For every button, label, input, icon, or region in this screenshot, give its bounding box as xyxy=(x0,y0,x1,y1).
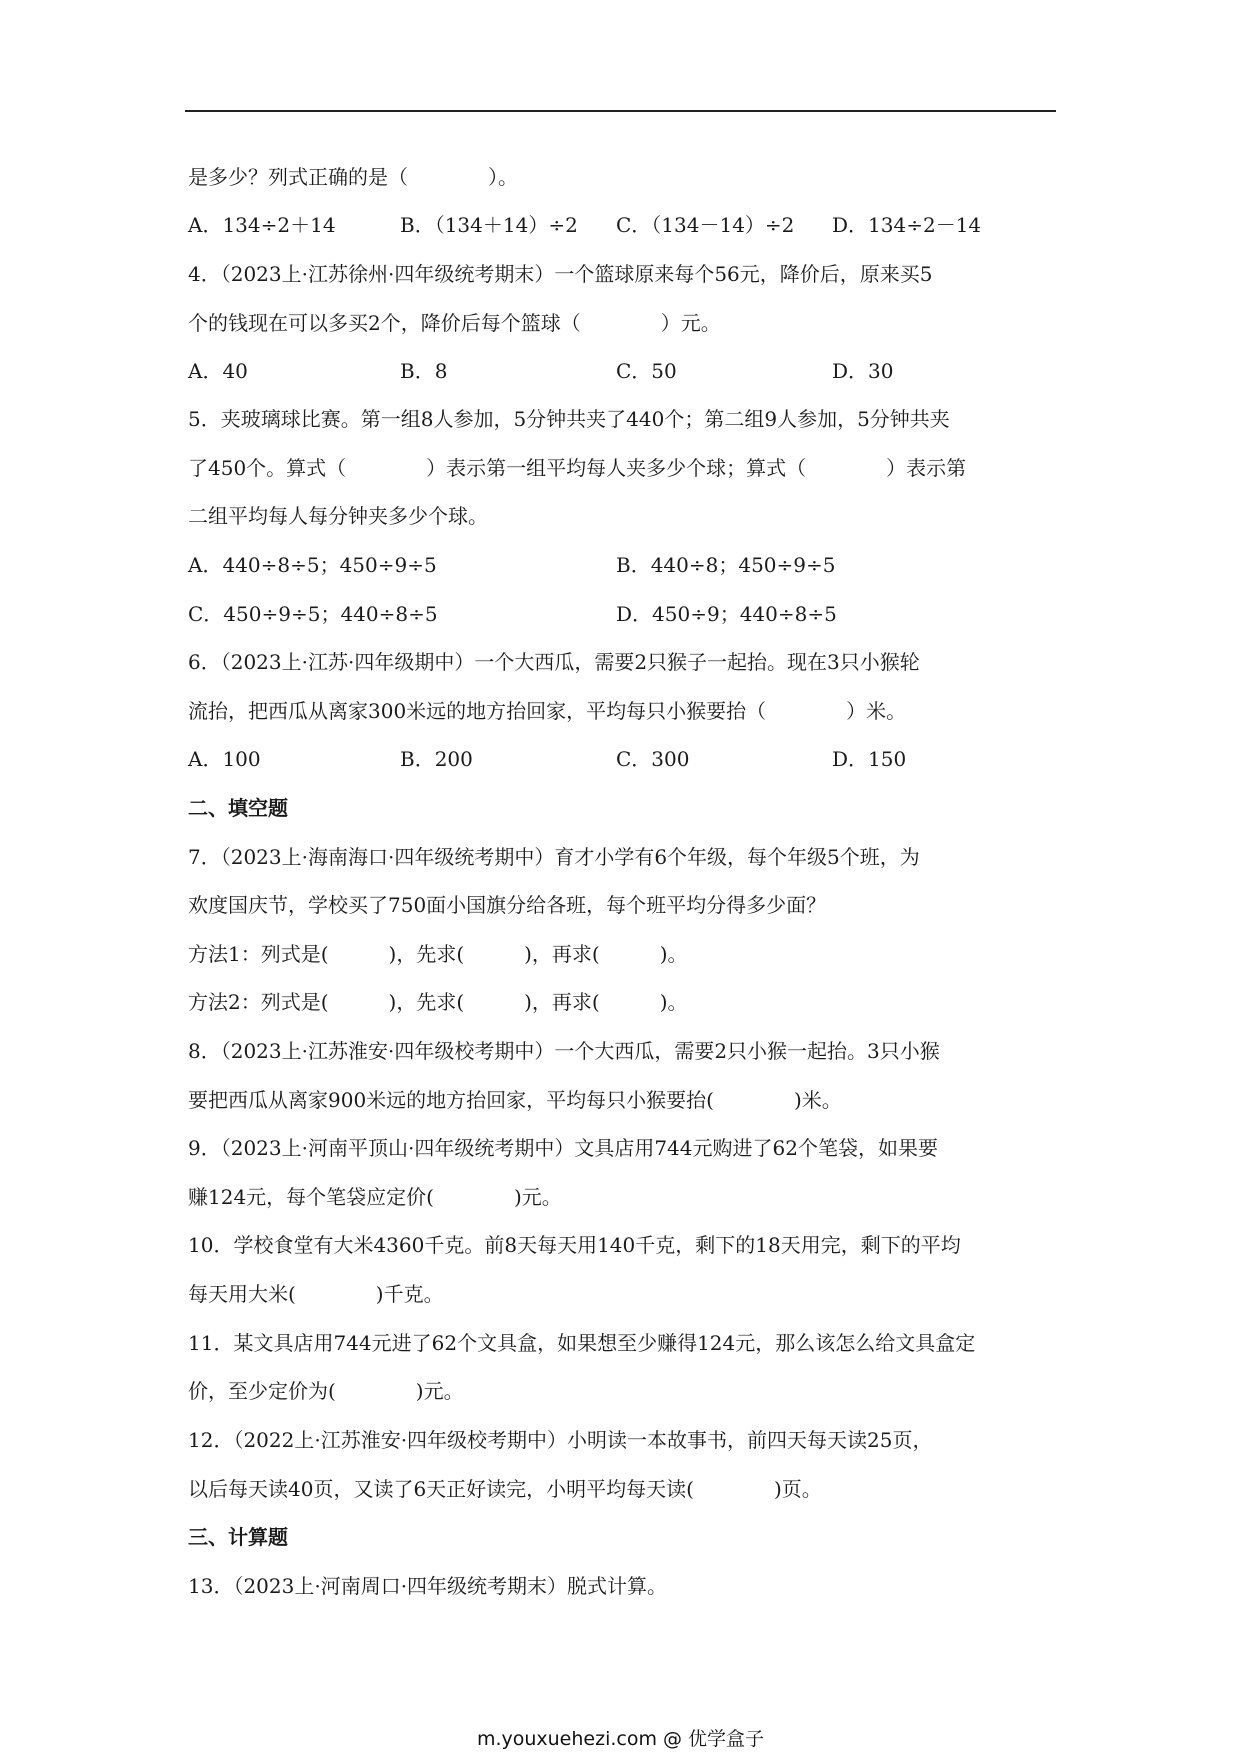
q8-line1: 8．（2023上·江苏淮安·四年级校考期中）一个大西瓜，需要2只小猴一起抬。3只小猴 xyxy=(188,1039,940,1063)
q4-option-c: C．50 xyxy=(616,359,677,383)
q10-line1: 10．学校食堂有大米4360千克。前8天每天用140千克，剩下的18天用完，剩下的平均 xyxy=(188,1233,961,1257)
q3-option-c: C．（134－14）÷2 xyxy=(616,213,795,237)
q8-line2: 要把西瓜从离家900米远的地方抬回家，平均每只小猴要抬( )米。 xyxy=(188,1088,842,1112)
q5-option-b: B．440÷8；450÷9÷5 xyxy=(616,553,836,577)
q3-option-d: D．134÷2－14 xyxy=(832,213,982,237)
q11-line1: 11．某文具店用744元进了62个文具盒，如果想至少赚得124元，那么该怎么给文具盒定 xyxy=(188,1331,976,1355)
q10-line2: 每天用大米( )千克。 xyxy=(188,1282,444,1306)
section-title-calculation: 三、计算题 xyxy=(188,1525,288,1549)
q4-line1: 4．（2023上·江苏徐州·四年级统考期末）一个篮球原来每个56元，降价后，原来买5 xyxy=(188,262,933,286)
q5-line2: 了450个。算式（ ）表示第一组平均每人夹多少个球；算式（ ）表示第 xyxy=(188,456,967,480)
q6-option-a: A．100 xyxy=(188,747,261,771)
q6-line2: 流抬，把西瓜从离家300米远的地方抬回家，平均每只小猴要抬（ ）米。 xyxy=(188,699,907,723)
q11-line2: 价，至少定价为( )元。 xyxy=(188,1379,464,1403)
q7-method2: 方法2：列式是( )，先求( )，再求( )。 xyxy=(188,990,688,1014)
footer-watermark: m.youxuehezi.com @ 优学盒子 xyxy=(476,1728,765,1750)
header-rule xyxy=(185,110,1056,112)
q9-line1: 9．（2023上·河南平顶山·四年级统考期中）文具店用744元购进了62个笔袋，如果要 xyxy=(188,1136,938,1160)
q7-line1: 7．（2023上·海南海口·四年级统考期中）育才小学有6个年级，每个年级5个班，为 xyxy=(188,845,920,869)
q6-option-b: B．200 xyxy=(400,747,473,771)
q7-method1: 方法1：列式是( )，先求( )，再求( )。 xyxy=(188,942,688,966)
q7-line2: 欢度国庆节，学校买了750面小国旗分给各班，每个班平均分得多少面？ xyxy=(188,893,827,917)
q5-option-c: C．450÷9÷5；440÷8÷5 xyxy=(188,602,438,626)
q4-line2: 个的钱现在可以多买2个，降价后每个篮球（ ）元。 xyxy=(188,311,721,335)
q13-line1: 13．（2023上·河南周口·四年级统考期末）脱式计算。 xyxy=(188,1574,668,1598)
q6-line1: 6．（2023上·江苏·四年级期中）一个大西瓜，需要2只猴子一起抬。现在3只小猴轮 xyxy=(188,650,920,674)
q3-text: 是多少？列式正确的是（ ）。 xyxy=(188,165,518,189)
q5-line3: 二组平均每人每分钟夹多少个球。 xyxy=(188,504,488,528)
q12-line2: 以后每天读40页，又读了6天正好读完，小明平均每天读( )页。 xyxy=(188,1477,822,1501)
q3-option-a: A．134÷2＋14 xyxy=(188,213,336,237)
q5-option-a: A．440÷8÷5；450÷9÷5 xyxy=(188,553,437,577)
q9-line2: 赚124元，每个笔袋应定价( )元。 xyxy=(188,1185,562,1209)
q3-option-b: B．（134＋14）÷2 xyxy=(400,213,578,237)
q5-line1: 5．夹玻璃球比赛。第一组8人参加，5分钟共夹了440个；第二组9人参加，5分钟共夹 xyxy=(188,407,950,431)
q4-option-a: A．40 xyxy=(188,359,248,383)
q4-option-b: B．8 xyxy=(400,359,448,383)
q6-option-d: D．150 xyxy=(832,747,907,771)
section-title-fill-in: 二、填空题 xyxy=(188,796,288,820)
q4-option-d: D．30 xyxy=(832,359,894,383)
q5-option-d: D．450÷9；440÷8÷5 xyxy=(616,602,837,626)
q6-option-c: C．300 xyxy=(616,747,690,771)
q12-line1: 12．（2022上·江苏淮安·四年级校考期中）小明读一本故事书，前四天每天读25页， xyxy=(188,1428,933,1452)
